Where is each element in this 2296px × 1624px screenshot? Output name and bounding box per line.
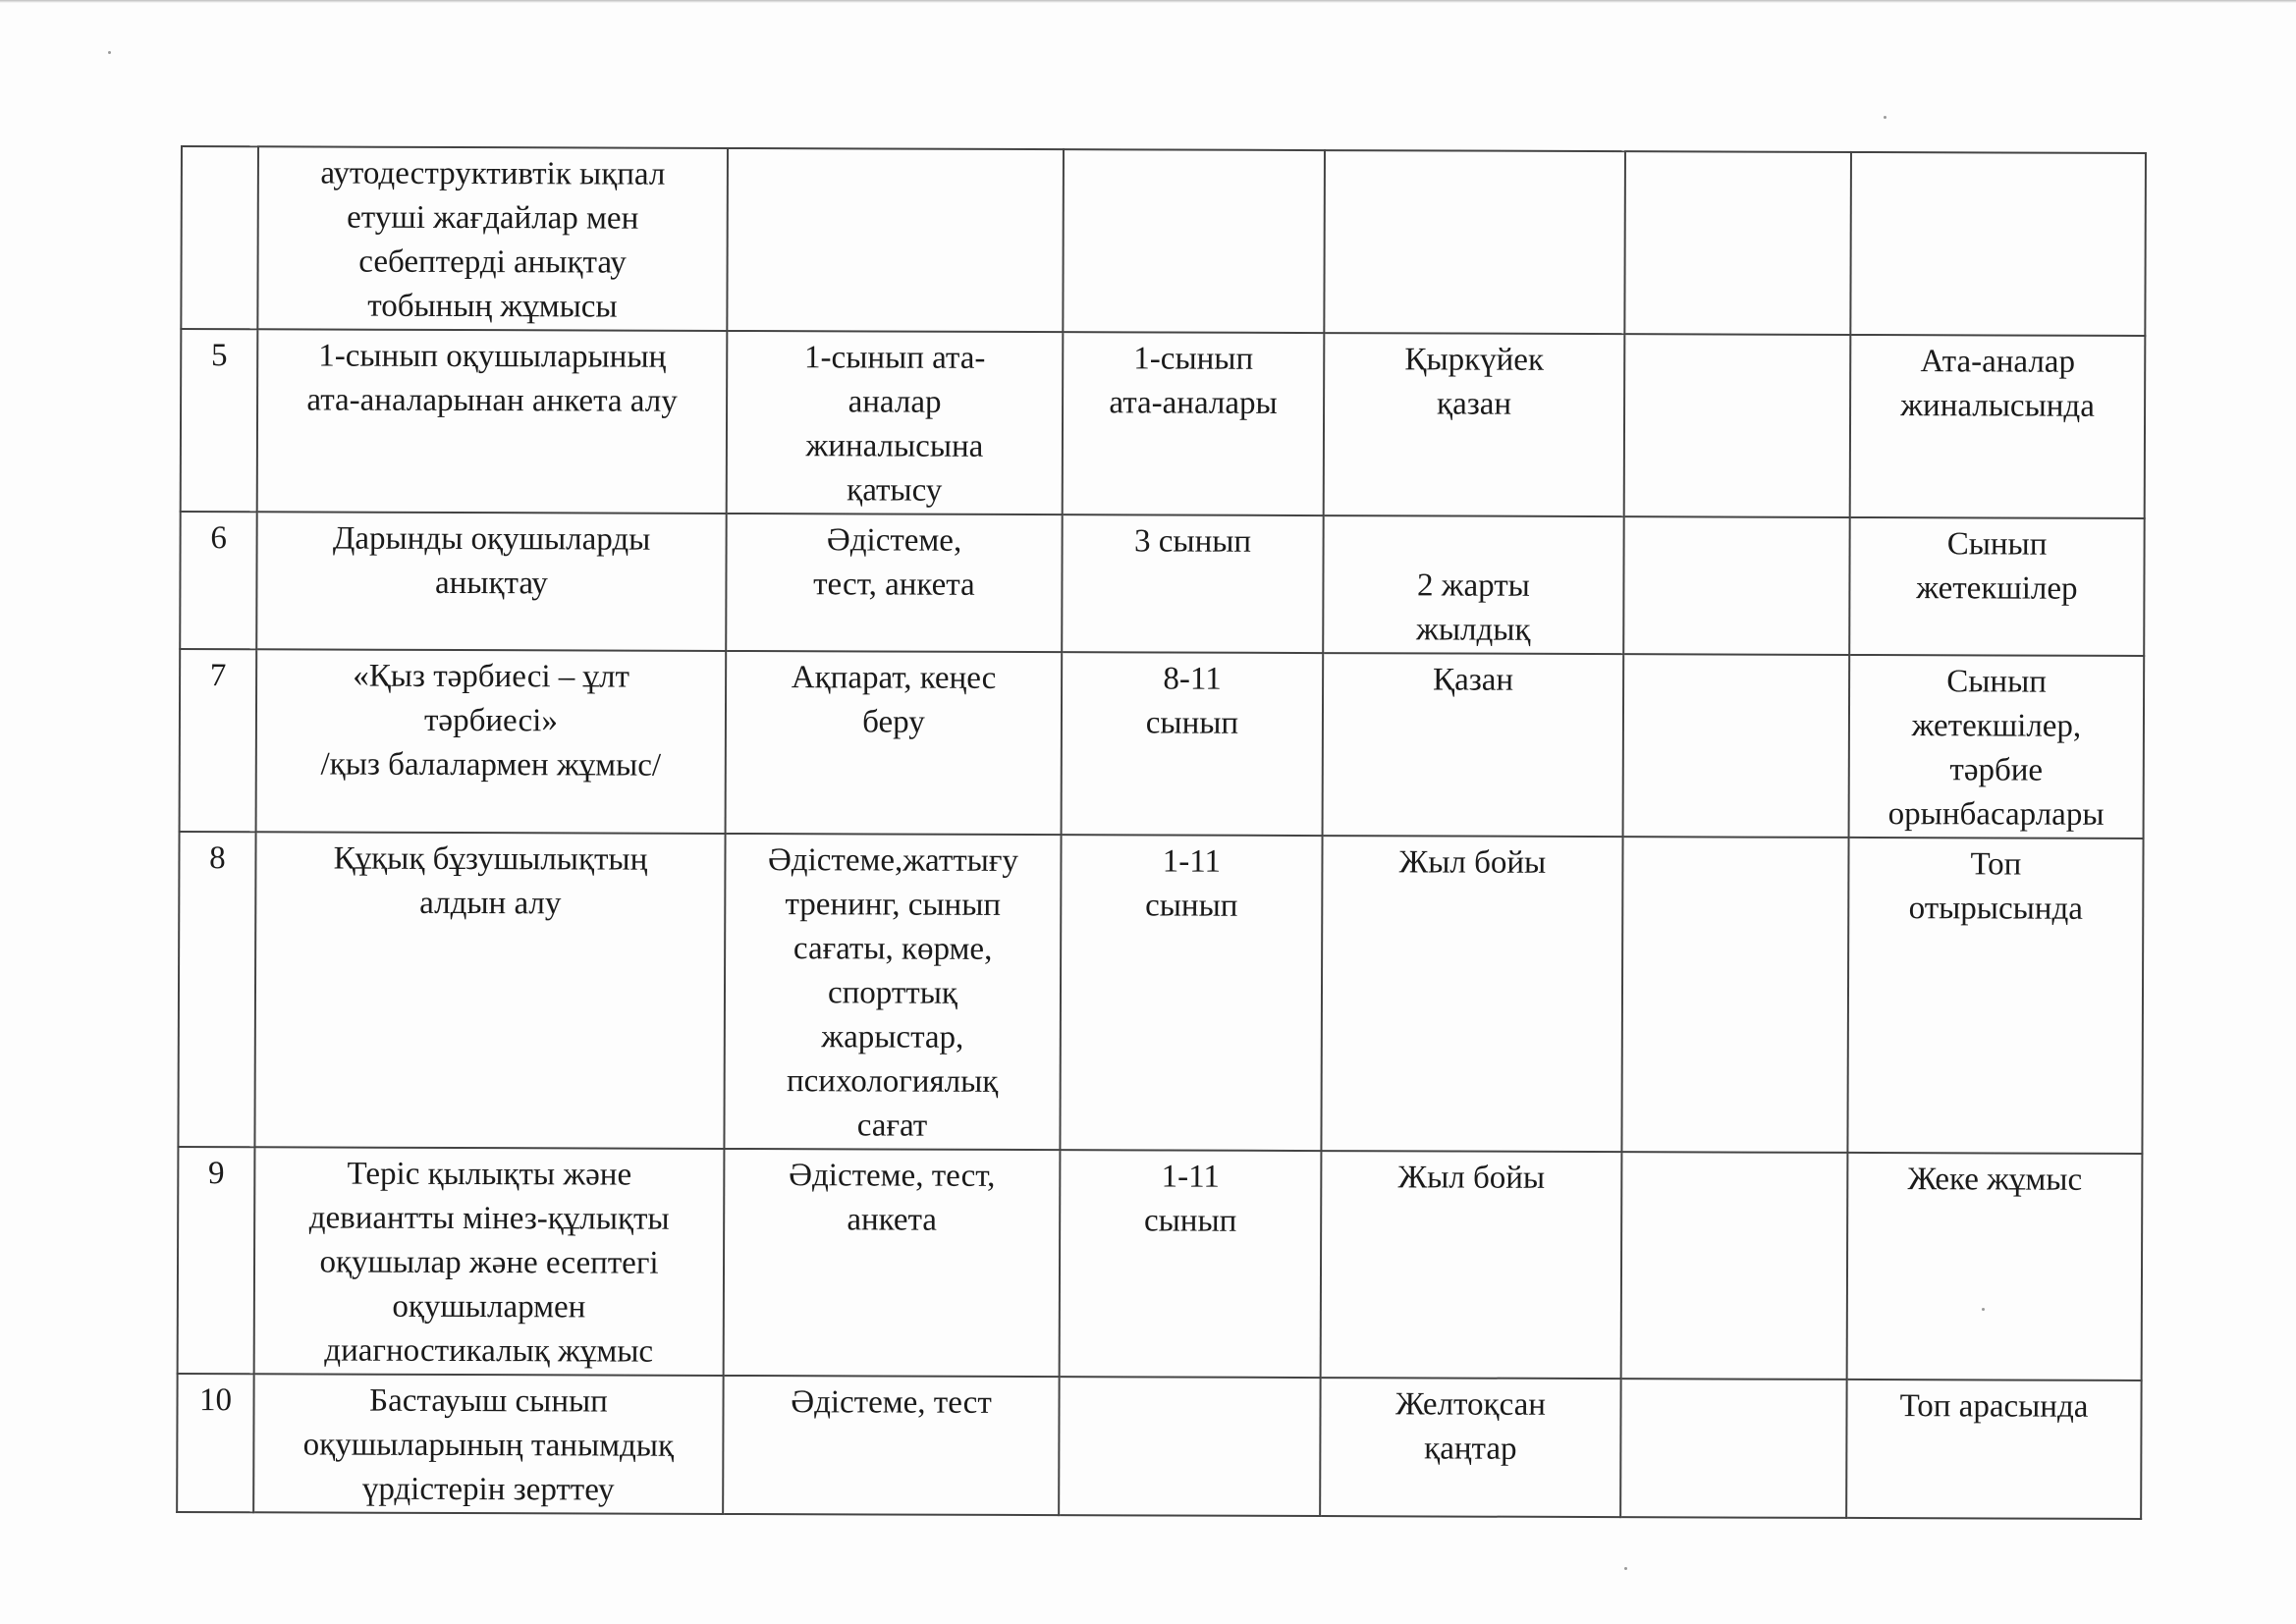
table-row [177, 1374, 2141, 1519]
row-number-cell: 8 [178, 832, 255, 1147]
result-cell: Топ арасында [1846, 1380, 2141, 1519]
form-cell: Әдістеме, тест, анкета [724, 1149, 1061, 1377]
row-number-cell: 7 [180, 649, 257, 832]
date-cell: Жыл бойы [1321, 1151, 1622, 1379]
date-cell: Жыл бойы [1321, 836, 1622, 1152]
date-cell: Қазан [1323, 653, 1624, 837]
scan-speck [1624, 1567, 1627, 1570]
result-cell [1850, 152, 2146, 336]
responsible-cell [1621, 837, 1848, 1153]
scan-speck [108, 51, 111, 54]
table-row [180, 512, 2144, 656]
form-cell: Ақпарат, кеңес беру [726, 651, 1063, 835]
form-cell: Әдістеме, тест [723, 1376, 1059, 1515]
date-cell [1324, 150, 1625, 334]
responsible-cell [1620, 1379, 1846, 1518]
date-cell: Қыркүйек қазан [1324, 333, 1625, 516]
event-cell: аутодеструктивтік ықпал етуші жағдайлар мен себептерді анықтау тобының жұмысы [257, 146, 728, 331]
result-cell: Топ отырысында [1847, 838, 2143, 1154]
participants-cell [1063, 149, 1325, 333]
row-number-cell: 10 [177, 1374, 253, 1512]
responsible-cell [1621, 1152, 1848, 1380]
row-number-cell [181, 146, 258, 329]
form-cell: 1-сынып ата- аналар жиналысына қатысу [727, 331, 1064, 514]
responsible-cell [1624, 334, 1851, 517]
responsible-cell [1623, 516, 1849, 655]
participants-cell: 1-сынып ата-аналары [1063, 332, 1325, 515]
form-cell: Әдістеме,жаттығу тренинг, сынып сағаты, көрме, спорттық жарыстар, психологиялық сағат [724, 834, 1061, 1150]
table-row [181, 329, 2146, 518]
result-cell: Жеке жұмыс [1847, 1153, 2143, 1380]
row-number-cell: 5 [181, 329, 258, 512]
responsible-cell [1623, 654, 1850, 838]
scan-edge-shadow [0, 0, 2296, 3]
participants-cell [1059, 1377, 1320, 1516]
participants-cell: 1-11 сынып [1060, 1150, 1322, 1378]
table-row [178, 1147, 2143, 1380]
event-cell: Құқық бұзушылықтың алдын алу [254, 832, 725, 1149]
scan-speck [1884, 116, 1886, 119]
responsible-cell [1624, 151, 1851, 335]
row-number-cell: 9 [178, 1147, 255, 1374]
table-row [178, 832, 2143, 1154]
event-cell: «Қыз тәрбиесі – ұлт тәрбиесі» /қыз балалармен жұмыс/ [256, 649, 727, 834]
event-cell: Теріс қылықты және девиантты мінез-құлықты оқушылар және есептегі оқушылармен диагностикалық жұмыс [254, 1147, 725, 1376]
row-number-cell: 6 [180, 512, 256, 649]
form-cell [727, 148, 1064, 332]
result-cell: Ата-аналар жиналысында [1850, 335, 2146, 518]
result-cell: Сынып жетекшілер, тәрбие орынбасарлары [1849, 655, 2145, 839]
participants-cell: 8-11 сынып [1062, 652, 1324, 836]
participants-cell: 1-11 сынып [1060, 835, 1322, 1151]
participants-cell: 3 сынып [1062, 514, 1323, 653]
table-row [180, 649, 2145, 839]
table-row [181, 146, 2146, 336]
date-cell: 2 жарты жылдық [1323, 515, 1623, 654]
plan-table [176, 145, 2147, 1520]
date-cell: Желтоқсан қаңтар [1320, 1378, 1620, 1517]
event-cell: 1-сынып оқушыларының ата-аналарынан анкета алу [257, 329, 728, 514]
form-cell: Әдістеме, тест, анкета [726, 514, 1062, 652]
event-cell: Дарынды оқушыларды анықтау [256, 512, 726, 651]
event-cell: Бастауыш сынып оқушыларының танымдық үрдістерін зерттеу [253, 1374, 723, 1514]
result-cell: Сынып жетекшілер [1849, 517, 2144, 656]
